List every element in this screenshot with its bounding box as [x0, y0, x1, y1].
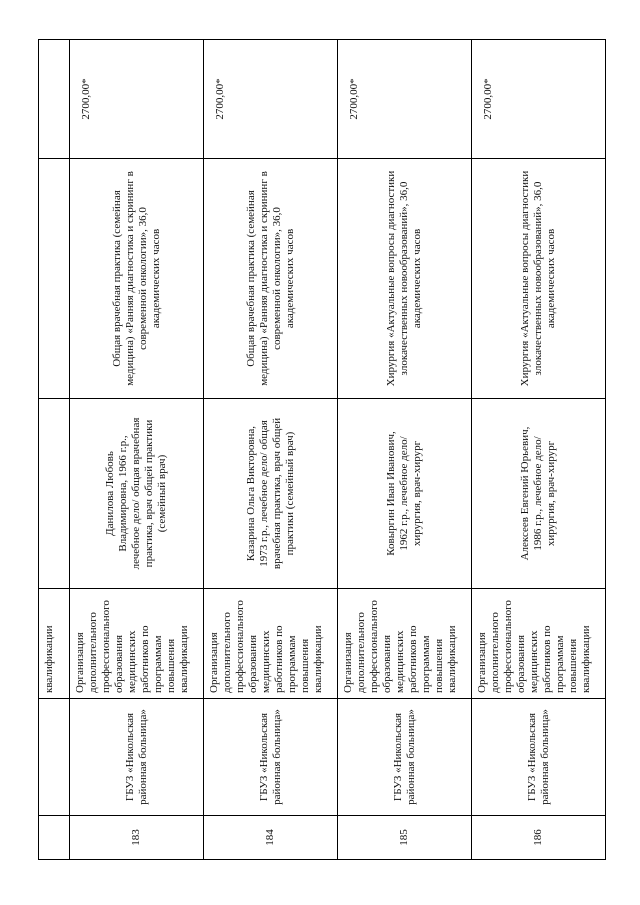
- organization-cell: ГБУЗ «Никольская районная больница»: [472, 699, 606, 816]
- organization-cell: ГБУЗ «Никольская районная больница»: [338, 699, 472, 816]
- header-cell-org: [39, 699, 70, 816]
- row-number: 184: [204, 816, 338, 860]
- cell-line: 1986 г.р., лечебное дело/: [532, 436, 544, 551]
- cell-line: академических часов: [411, 228, 423, 329]
- cell-line: дополнительного: [221, 612, 233, 693]
- program-cell: [338, 589, 472, 699]
- cell-line: профессионального: [234, 600, 246, 693]
- organization-cell: ГБУЗ «Никольская районная больница»: [204, 699, 338, 816]
- cell-line: Ковыргин Иван Иванович,: [385, 431, 397, 556]
- program-cell: [472, 589, 606, 699]
- price-cell: 2700,00*: [472, 40, 606, 159]
- cell-line: повышения: [433, 638, 445, 693]
- cell-line: программам: [554, 635, 566, 693]
- header-row: [39, 40, 70, 860]
- cell-line: лечебное дело/ общая врачебная: [130, 417, 142, 570]
- cell-line: 1973 г.р., лечебное дело/ общая: [257, 420, 270, 567]
- cell-line: квалификации: [580, 625, 592, 693]
- cell-line: программам: [152, 635, 164, 693]
- cell-line: работников по: [139, 625, 151, 693]
- cell-line: практики (семейный врач): [283, 431, 296, 556]
- cell-line: программам: [286, 635, 298, 693]
- cell-line: квалификации: [178, 625, 190, 693]
- cell-line: медицинских: [528, 630, 540, 693]
- cell-line: злокачественных новообразований», 36,0: [532, 181, 544, 376]
- header-cell-price: [39, 40, 70, 159]
- cell-line: современной онкологии», 36,0: [136, 207, 149, 350]
- program-cell: [70, 589, 204, 699]
- cell-line: образования: [381, 634, 393, 693]
- person-cell: [70, 399, 204, 589]
- price-cell: 2700,00*: [70, 40, 204, 159]
- cell-line: медицинских: [260, 630, 272, 693]
- cell-line: медицина) «Ранняя диагностика и скрининг в: [257, 171, 270, 386]
- table-row: [472, 40, 606, 860]
- cell-line: образования: [247, 634, 259, 693]
- cell-line: образования: [515, 634, 527, 693]
- cell-line: повышения: [299, 638, 311, 693]
- person-cell: [472, 399, 606, 589]
- cell-line: профессионального: [502, 600, 514, 693]
- person-cell: [204, 399, 338, 589]
- cell-line: Организация: [208, 632, 220, 693]
- person-cell: [338, 399, 472, 589]
- cell-line: квалификации: [312, 625, 324, 693]
- cell-line: повышения: [567, 638, 579, 693]
- cell-line: Организация: [476, 632, 488, 693]
- program-cell: [204, 589, 338, 699]
- organization-cell: ГБУЗ «Никольская районная больница»: [70, 699, 204, 816]
- cell-line: работников по: [407, 625, 419, 693]
- table-row: [70, 40, 204, 860]
- header-cell-num: [39, 816, 70, 860]
- cell-line: Казарина Ольга Викторовна,: [244, 425, 257, 562]
- header-cell-person: [39, 399, 70, 589]
- cell-line: современной онкологии», 36,0: [270, 207, 283, 350]
- row-number: 185: [338, 816, 472, 860]
- row-number: 183: [70, 816, 204, 860]
- cell-line: образования: [113, 634, 125, 693]
- cell-line: злокачественных новообразований», 36,0: [398, 181, 410, 376]
- cell-line: Данилова Любовь: [104, 451, 116, 536]
- course-cell: [204, 159, 338, 399]
- cell-line: работников по: [273, 625, 285, 693]
- cell-line: Организация: [342, 632, 354, 693]
- cell-line: Хирургия «Актуальные вопросы диагностики: [519, 170, 531, 387]
- header-cell-program: квалификации: [39, 589, 70, 699]
- cell-line: хирургия, врач-хирург: [411, 440, 423, 547]
- table-row: [338, 40, 472, 860]
- rotated-table-wrapper: [38, 40, 592, 860]
- cell-line: дополнительного: [489, 612, 501, 693]
- course-cell: [472, 159, 606, 399]
- cell-line: академических часов: [149, 228, 162, 329]
- cell-line: академических часов: [283, 228, 296, 329]
- course-cell: [338, 159, 472, 399]
- cell-line: Организация: [74, 632, 86, 693]
- cell-line: повышения: [165, 638, 177, 693]
- cell-line: медицинских: [394, 630, 406, 693]
- cell-line: 1962 г.р., лечебное дело/: [398, 436, 410, 551]
- cell-line: профессионального: [368, 600, 380, 693]
- cell-line: Общая врачебная практика (семейная: [110, 190, 123, 367]
- cell-line: врачебная практика, врач общей: [270, 417, 283, 570]
- cell-line: Хирургия «Актуальные вопросы диагностики: [385, 170, 397, 387]
- cell-line: Общая врачебная практика (семейная: [244, 190, 257, 367]
- cell-line: медицинских: [126, 630, 138, 693]
- cell-line: практика, врач общей практики: [143, 419, 155, 568]
- cell-line: дополнительного: [87, 612, 99, 693]
- cell-line: медицина) «Ранняя диагностика и скрининг в: [123, 171, 136, 386]
- cell-line: Алексеев Евгений Юрьевич,: [519, 426, 531, 561]
- cell-line: академических часов: [545, 228, 557, 329]
- cell-line: работников по: [541, 625, 553, 693]
- row-number: 186: [472, 816, 606, 860]
- header-cell-course: [39, 159, 70, 399]
- cell-line: Владимировна, 1966 г.р.,: [117, 435, 129, 552]
- cell-line: профессионального: [100, 600, 112, 693]
- cell-line: хирургия, врач-хирург: [545, 440, 557, 547]
- qualification-table: [38, 39, 606, 860]
- course-cell: [70, 159, 204, 399]
- cell-line: дополнительного: [355, 612, 367, 693]
- cell-line: квалификации: [446, 625, 458, 693]
- cell-line: (семейный врач): [156, 454, 168, 533]
- price-cell: 2700,00*: [338, 40, 472, 159]
- cell-line: программам: [420, 635, 432, 693]
- price-cell: 2700,00*: [204, 40, 338, 159]
- table-row: [204, 40, 338, 860]
